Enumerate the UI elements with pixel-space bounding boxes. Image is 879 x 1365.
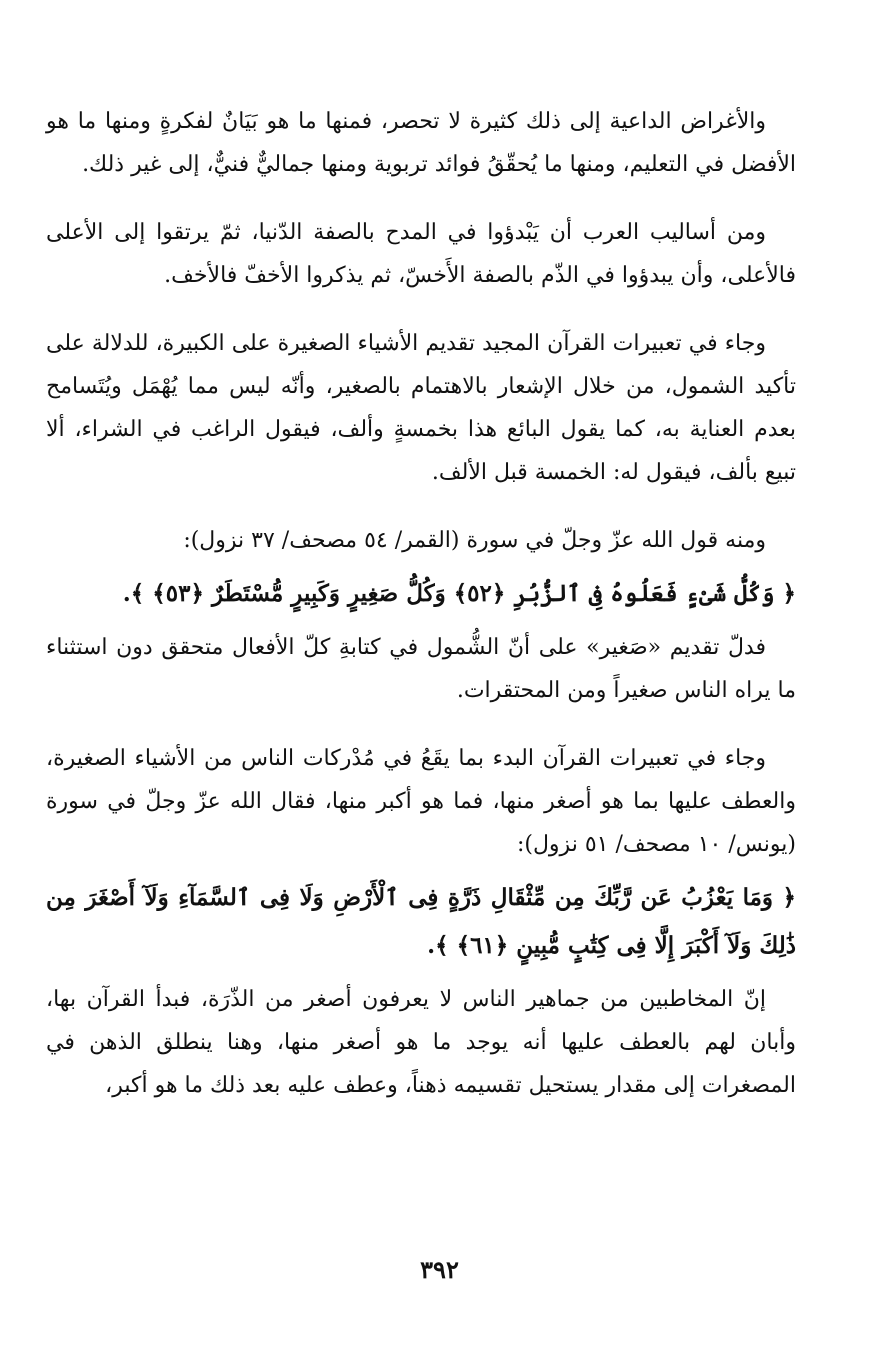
quran-verse-qamar: ﴿ وَكُلُّ شَىْءٍ فَعَلُوهُ فِى ٱلزُّبُرِ ﴿٥٢﴾ وَكُلُّ صَغِيرٍ وَكَبِيرٍ مُّسْتَطَرٌ ﴿٥٣﴾ ﴾. [122,580,796,607]
page-number: ٣٩٢ [420,1255,459,1284]
quran-verse-yunus: ﴿ وَمَا يَعْزُبُ عَن رَّبِّكَ مِن مِّثْقَالِ ذَرَّةٍ فِى ٱلْأَرْضِ وَلَا فِى ٱلسَّمَآءِ وَلَآ أَصْغَرَ مِن ذَٰلِكَ وَلَآ أَكْبَرَ إِلَّا فِى كِتَٰبٍ مُّبِينٍ ﴿٦١﴾ ﴾. [46,884,796,959]
paragraph-qamar-explanation: فدلّ تقديم «صَغير» على أنّ الشُّمول في كتابةِ كلّ الأفعال متحقق دون استثناء ما يراه الناس صغيراً ومن المحتقرات. [46,635,796,703]
paragraph-purposes: والأغراض الداعية إلى ذلك كثيرة لا تحصر، فمنها ما هو بَيَانٌ لفكرةٍ ومنها ما هو الأفضل في التعليم، ومنها ما يُحقّقُ فوائد تربوية ومنها جماليٌّ فنيٌّ، إلى غير ذلك. [46,109,796,177]
paragraph-small-before-large: وجاء في تعبيرات القرآن المجيد تقديم الأشياء الصغيرة على الكبيرة، للدلالة على تأكيد الشمول، من خلال الإشعار بالاهتمام بالصغير، وأنّه ليس مما يُهْمَل ويُتَسامح بعدم العناية به، كما يقول البائع هذا بخمسةٍ وألف، فيقول الراغب في الشراء، ألا تبيع بألف، فيقول له: الخمسة قبل الألف. [46,331,796,485]
page-body [46,100,796,1132]
paragraph-atom-explanation: إنّ المخاطبين من جماهير الناس لا يعرفون أصغر من الذّرَة، فبدأ القرآن بها، وأبان لهم بالعطف عليها أنه يوجد ما هو أصغر منها، وهنا ينطلق الذهن في المصغرات إلى مقدار يستحيل تقسيمه ذهناً، وعطف عليه بعد ذلك ما هو أكبر، [46,987,796,1098]
paragraph-arab-styles: ومن أساليب العرب أن يَبْدؤوا في المدح بالصفة الدّنيا، ثمّ يرتقوا إلى الأعلى فالأعلى، وأن يبدؤوا في الذّم بالصفة الأَخسّ، ثم يذكروا الأخفّ فالأخف. [46,220,796,288]
paragraph-surah-yunus-intro: وجاء في تعبيرات القرآن البدء بما يقَعُ في مُدْركات الناس من الأشياء الصغيرة، والعطف عليها بما هو أصغر منها، فما هو أكبر منها، فقال الله عزّ وجلّ في سورة (يونس/ ١٠ مصحف/ ٥١ نزول): [46,746,796,857]
paragraph-surah-qamar-intro: ومنه قول الله عزّ وجلّ في سورة (القمر/ ٥٤ مصحف/ ٣٧ نزول): [183,528,766,553]
